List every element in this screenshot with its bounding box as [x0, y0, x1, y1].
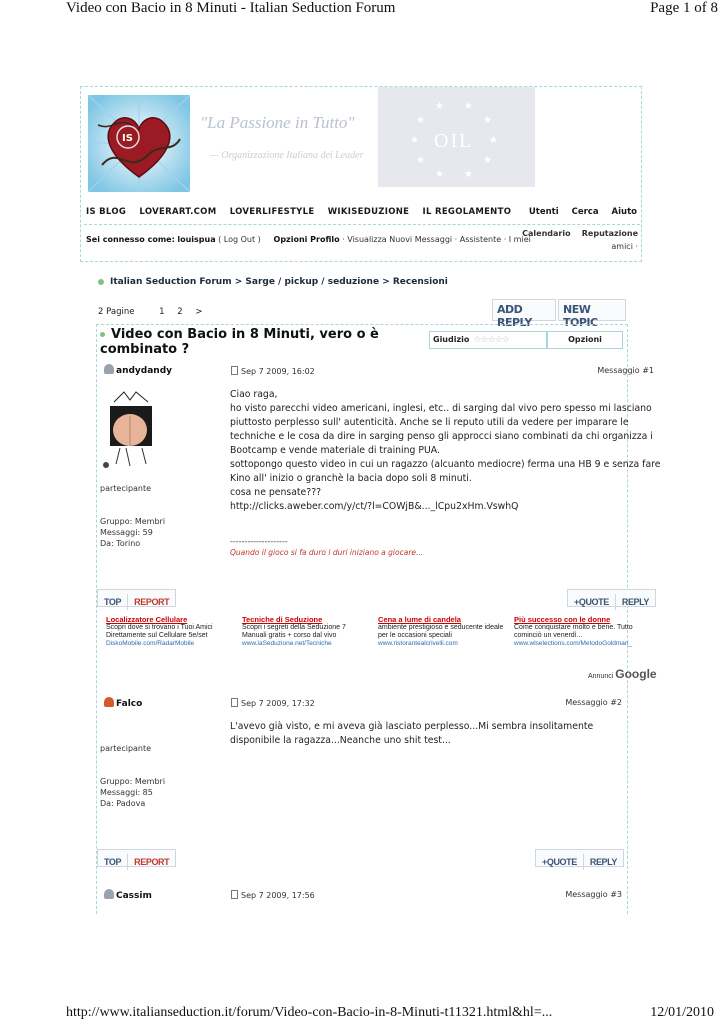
- new-topic-button[interactable]: NEW TOPIC: [558, 299, 626, 321]
- top-nav-right: [519, 207, 637, 217]
- pagination: [98, 307, 213, 317]
- post-link[interactable]: http://clicks.aweber.com/y/ct/?l=COWjB&..._lCpu2xHm.VswhQ: [230, 501, 519, 512]
- google-logo: Google: [615, 667, 657, 681]
- svg-text:★: ★: [489, 135, 498, 146]
- ad-url[interactable]: www.ristorantealcrivelli.com: [378, 640, 458, 647]
- reply-button[interactable]: REPLY: [589, 857, 618, 867]
- post-line: sottopongo questo video in cui un ragazzo (alcuanto mediocre) ferma una HB 9 e senza fare: [230, 459, 661, 470]
- page-next[interactable]: >: [195, 307, 203, 317]
- svg-text:★: ★: [483, 155, 492, 166]
- profile-options-link[interactable]: Opzioni Profilo: [273, 235, 340, 244]
- ad-url[interactable]: DiskoMobile.com/RadarMobile: [106, 640, 195, 647]
- nav-regolamento[interactable]: IL REGOLAMENTO: [422, 207, 512, 217]
- topic-title: [100, 327, 420, 357]
- author-name[interactable]: Cassim: [116, 891, 152, 901]
- topic-title-text: Video con Bacio in 8 Minuti, vero o è combinato ?: [100, 327, 379, 357]
- top-nav: [86, 207, 521, 217]
- post-line: L'avevo già visto, e mi aveva già lasciato perplesso...Mi sembra insolitamente: [230, 721, 594, 732]
- post-date-text: Sep 7 2009, 17:32: [241, 699, 315, 708]
- post-link-icon[interactable]: [231, 698, 238, 707]
- top-button[interactable]: TOP: [98, 854, 128, 870]
- page-link-2[interactable]: 2: [177, 307, 183, 317]
- current-username[interactable]: louispua: [177, 235, 216, 244]
- svg-text:★: ★: [464, 101, 473, 112]
- forum-slogan: "La Passione in Tutto": [200, 113, 355, 132]
- svg-text:★: ★: [435, 101, 444, 112]
- post-nav-strip: [97, 849, 176, 867]
- nav-utenti[interactable]: Utenti: [528, 207, 559, 217]
- post-number[interactable]: Messaggio #1: [597, 366, 654, 375]
- user-group: Gruppo: Membri: [100, 777, 166, 786]
- avatar: [106, 388, 156, 468]
- rating-label: Giudizio: [433, 335, 470, 344]
- reply-button[interactable]: REPLY: [621, 597, 650, 607]
- ad-block[interactable]: [378, 615, 506, 647]
- oil-emblem: [378, 87, 535, 187]
- nav-loverlifestyle[interactable]: LOVERLIFESTYLE: [229, 207, 315, 217]
- user-location: Da: Torino: [100, 539, 141, 548]
- post-date-text: Sep 7 2009, 16:02: [241, 367, 315, 376]
- post-line: cosa ne pensate???: [230, 487, 322, 498]
- post-date: [231, 890, 315, 900]
- nav-divider: [84, 224, 640, 225]
- svg-text:★: ★: [416, 115, 425, 126]
- topic-options-button[interactable]: Opzioni: [547, 331, 623, 349]
- nav-cerca[interactable]: Cerca: [571, 207, 599, 217]
- post-date: [231, 698, 315, 708]
- reputation-link[interactable]: Reputazione: [581, 229, 638, 238]
- post-action-strip: [567, 589, 656, 607]
- ad-title[interactable]: Più successo con le donne: [514, 615, 611, 624]
- user-role: partecipante: [100, 484, 152, 493]
- post-number[interactable]: Messaggio #3: [565, 890, 622, 899]
- ad-url[interactable]: www.laSeduzione.net/Tecniche: [242, 640, 332, 647]
- post-link-icon[interactable]: [231, 890, 238, 899]
- svg-text:★: ★: [483, 115, 492, 126]
- forum-logo[interactable]: [88, 95, 190, 192]
- svg-text:★: ★: [435, 169, 444, 180]
- ad-block[interactable]: [242, 615, 370, 647]
- quote-button[interactable]: +QUOTE: [568, 594, 616, 610]
- user-links[interactable]: · Visualizza Nuovi Messaggi · Assistente · I miei: [342, 235, 531, 244]
- post-body: [230, 388, 670, 514]
- user-bar-right: [522, 229, 638, 251]
- ad-body: Come conquistare molto e bene. Tutto cominciò un venerdì...: [514, 624, 633, 639]
- post-author[interactable]: [104, 889, 152, 901]
- user-group: Gruppo: Membri: [100, 517, 166, 526]
- user-location: Da: Padova: [100, 799, 146, 808]
- ad-title[interactable]: Localizzatore Cellulare: [106, 615, 188, 624]
- ads-label: Annunci: [588, 673, 614, 680]
- post-nav-strip: [97, 589, 176, 607]
- ad-block[interactable]: [106, 615, 234, 647]
- print-page-number: Page 1 of 8: [650, 0, 718, 16]
- page-link-1[interactable]: 1: [159, 307, 165, 317]
- logo-text: IS: [122, 133, 133, 144]
- ad-url[interactable]: www.wlselections.com/MetodoGoldman_: [514, 640, 633, 647]
- user-bar: [86, 235, 531, 244]
- post-line: Bootcamp e vende materiale di training PUA.: [230, 445, 440, 456]
- bullet-icon: [100, 332, 105, 337]
- post-line: Kino all' inizio o granchè la bacia dopo soli 8 minuti.: [230, 473, 472, 484]
- svg-text:★: ★: [464, 169, 473, 180]
- user-icon: [104, 697, 114, 707]
- top-button[interactable]: TOP: [98, 594, 128, 610]
- ad-title[interactable]: Tecniche di Seduzione: [242, 615, 323, 624]
- svg-text:★: ★: [416, 155, 425, 166]
- connected-label: Sei connesso come:: [86, 235, 175, 244]
- post-line: Ciao raga,: [230, 389, 278, 400]
- ad-title[interactable]: Cena a lume di candela: [378, 615, 461, 624]
- ad-body: Scopri dove si trovano i Tuoi Amici Direttamente sul Cellulare 5e/set: [106, 624, 213, 639]
- nav-loverart[interactable]: LOVERART.COM: [139, 207, 217, 217]
- user-role: partecipante: [100, 744, 152, 753]
- nav-is-blog[interactable]: IS BLOG: [86, 207, 127, 217]
- topic-rating[interactable]: [429, 331, 547, 349]
- oil-letters: OIL: [434, 130, 474, 152]
- post-date-text: Sep 7 2009, 17:56: [241, 891, 315, 900]
- post-action-strip: [535, 849, 624, 867]
- breadcrumb: [98, 277, 448, 287]
- add-reply-button[interactable]: ADD REPLY: [492, 299, 556, 321]
- bullet-icon: [98, 279, 104, 285]
- user-icon: [104, 364, 114, 374]
- report-button[interactable]: REPORT: [134, 857, 170, 867]
- page-count: 2 Pagine: [98, 307, 135, 317]
- friends-link[interactable]: amici ·: [611, 242, 638, 251]
- logout-link[interactable]: ( Log Out ): [218, 235, 261, 244]
- ads-by-google[interactable]: [588, 667, 657, 681]
- nav-wikiseduzione[interactable]: WIKISEDUZIONE: [327, 207, 410, 217]
- online-status-icon: [103, 462, 109, 468]
- post-line: ho visto parecchi video americani, inglesi, etc.. di sarging dal vivo pero spesso mi lasciano: [230, 403, 652, 414]
- post-link-icon[interactable]: [231, 366, 238, 375]
- post-body: [230, 720, 630, 748]
- post-line: techniche e le cosa da dire in sarging penso gli approcci siano combinati da chi organizza i: [230, 431, 653, 442]
- post-date: [231, 366, 315, 376]
- author-name[interactable]: andydandy: [116, 366, 173, 376]
- print-url: http://www.italianseduction.it/forum/Video-con-Bacio-in-8-Minuti-t11321.html&hl=...: [66, 1005, 553, 1020]
- user-messages: Messaggi: 85: [100, 788, 153, 797]
- calendar-link[interactable]: Calendario: [522, 229, 571, 238]
- user-icon: [104, 889, 114, 899]
- breadcrumb-text[interactable]: Italian Seduction Forum > Sarge / pickup / seduzione > Recensioni: [110, 277, 448, 287]
- signature: Quando il gioco si fa duro i duri iniziano a giocare...: [230, 548, 424, 557]
- print-title: Video con Bacio in 8 Minuti - Italian Seduction Forum: [66, 0, 396, 16]
- post-line: disponibile la ragazza...Neanche uno shit test...: [230, 735, 451, 746]
- rating-stars-icon[interactable]: ☆☆☆☆☆: [473, 335, 509, 345]
- post-author[interactable]: [104, 364, 172, 376]
- post-author[interactable]: [104, 697, 142, 709]
- ad-body: Scopri i segreti della Seduzione 7 Manuali gratis + corso dal vivo: [242, 624, 346, 639]
- print-date: 12/01/2010: [650, 1005, 714, 1020]
- ad-body: ambiente prestigioso e seducente ideale per le occasioni speciali: [378, 624, 504, 639]
- ad-block[interactable]: [514, 615, 654, 647]
- forum-slogan-subtitle: — Organizzazione Italiana dei Leader: [210, 150, 364, 161]
- post-line: piuttosto perplesso sull' autenticità. Anche se li reputo utili da vedere per imparare le: [230, 417, 629, 428]
- svg-text:★: ★: [410, 135, 419, 146]
- author-name[interactable]: Falco: [116, 699, 143, 709]
- post-number[interactable]: Messaggio #2: [565, 698, 622, 707]
- signature-separator: --------------------: [230, 537, 288, 546]
- nav-aiuto[interactable]: Aiuto: [611, 207, 637, 217]
- quote-button[interactable]: +QUOTE: [536, 854, 584, 870]
- user-messages: Messaggi: 59: [100, 528, 153, 537]
- report-button[interactable]: REPORT: [134, 597, 170, 607]
